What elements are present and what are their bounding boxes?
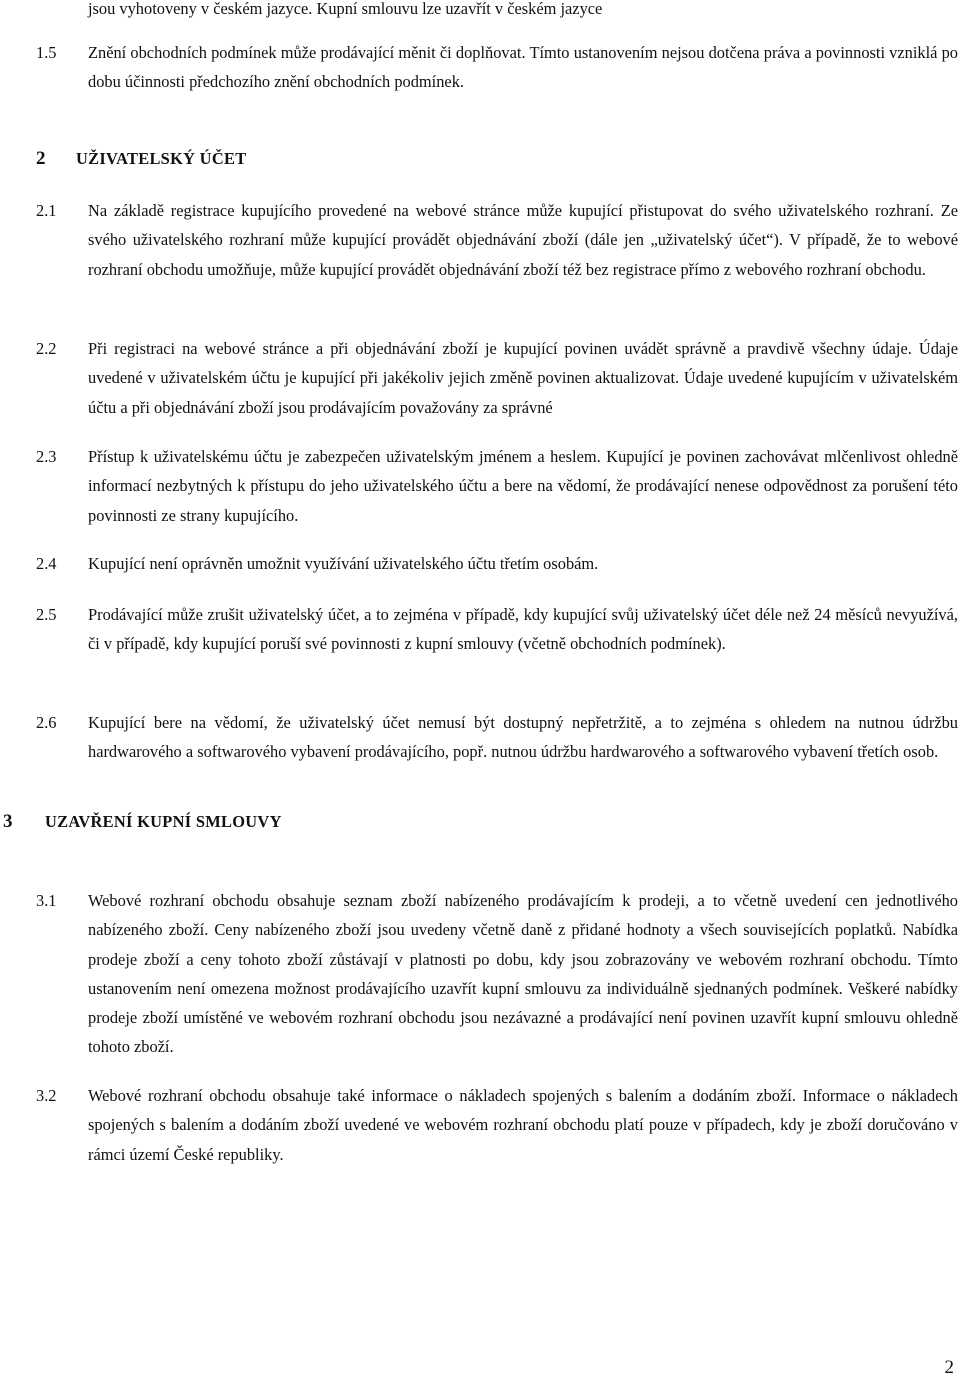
clause-text: Přístup k uživatelskému účtu je zabezpečen uživatelským jménem a heslem. Kupující je povinen zachovávat mlčenlivost ohledně informací nezbytných k přístupu do jeho uživatelského účtu a bere na vědomí, že prodávající nenese odpovědnost za porušení této povinnosti ze strany kupujícího.: [88, 447, 958, 525]
section-title: UŽIVATELSKÝ ÚČET: [76, 149, 247, 168]
clause-text: Na základě registrace kupujícího provedené na webové stránce může kupující přistupovat do svého uživatelského rozhraní. Ze svého uživatelského rozhraní může kupující provádět objednávání zboží (dále jen „uživatelský účet“). V případě, že to webové rozhraní obchodu umožňuje, může kupující provádět objednávání zboží též bez registrace přímo z webového rozhraní obchodu.: [88, 201, 958, 279]
clause-2-1: [36, 196, 958, 284]
clause-text: Při registraci na webové stránce a při objednávání zboží je kupující povinen uvádět správně a pravdivě všechny údaje. Údaje uvedené v uživatelském účtu je kupující při jakékoliv jejich změně povinen aktualizovat. Údaje uvedené kupujícím v uživatelském účtu a při objednávání zboží jsou prodávajícím považovány za správné: [88, 339, 958, 417]
clause-text: Webové rozhraní obchodu obsahuje seznam zboží nabízeného prodávajícím k prodeji, a to včetně uvedení cen jednotlivého nabízeného zboží. Ceny nabízeného zboží jsou uvedeny včetně daně z přidané hodnoty a všech souvisejících poplatků. Nabídka prodeje zboží a ceny tohoto zboží zůstávají v platnosti po dobu, kdy jsou zobrazovány ve webovém rozhraní obchodu. Tímto ustanovením není omezena možnost prodávajícího uzavřít kupní smlouvu za individuálně sjednaných podmínek. Veškeré nabídky prodeje zboží umístěné ve webovém rozhraní obchodu jsou nezávazné a prodávající není povinen uzavřít kupní smlouvu ohledně tohoto zboží.: [88, 891, 958, 1057]
continued-text: jsou vyhotoveny v českém jazyce. Kupní smlouvu lze uzavřít v českém jazyce: [88, 0, 603, 18]
clause-1-5: [36, 38, 958, 97]
clause-text: Kupující není oprávněn umožnit využívání uživatelského účtu třetím osobám.: [88, 554, 599, 573]
clause-number: 3.2: [36, 1086, 57, 1105]
section-3-heading: [3, 811, 282, 833]
clause-number: 2.4: [36, 554, 57, 573]
page-number: 2: [944, 1357, 954, 1378]
clause-2-4: [36, 549, 958, 578]
clause-2-2: [36, 334, 958, 422]
section-2-heading: [36, 148, 246, 170]
clause-2-3: [36, 442, 958, 530]
clause-number: 2.3: [36, 447, 57, 466]
clause-2-5: [36, 600, 958, 659]
clause-text: Kupující bere na vědomí, že uživatelský účet nemusí být dostupný nepřetržitě, a to zejména s ohledem na nutnou údržbu hardwarového a softwarového vybavení prodávajícího, popř. nutnou údržbu hardwarového a softwarového vybavení třetích osob.: [88, 713, 958, 762]
clause-number: 2.5: [36, 605, 57, 624]
section-number: 3: [3, 811, 13, 832]
section-number: 2: [36, 148, 46, 169]
clause-text: Prodávající může zrušit uživatelský účet, a to zejména v případě, kdy kupující svůj uživatelský účet déle než 24 měsíců nevyužívá, či v případě, kdy kupující poruší své povinnosti z kupní smlouvy (včetně obchodních podmínek).: [88, 605, 958, 654]
clause-number: 3.1: [36, 891, 57, 910]
clause-2-6: [36, 708, 958, 767]
clause-number: 2.1: [36, 201, 57, 220]
clause-text: Znění obchodních podmínek může prodávající měnit či doplňovat. Tímto ustanovením nejsou dotčena práva a povinnosti vzniklá po dobu účinnosti předchozího znění obchodních podmínek.: [88, 43, 958, 92]
clause-3-1: [36, 886, 958, 1062]
clause-number: 2.6: [36, 713, 57, 732]
clause-number: 2.2: [36, 339, 57, 358]
section-title: UZAVŘENÍ KUPNÍ SMLOUVY: [45, 812, 282, 831]
clause-number: 1.5: [36, 43, 57, 62]
clause-text: Webové rozhraní obchodu obsahuje také informace o nákladech spojených s balením a dodáním zboží. Informace o nákladech spojených s balením a dodáním zboží uvedené ve webovém rozhraní obchodu platí pouze v případech, kdy je zboží doručováno v rámci území České republiky.: [88, 1086, 958, 1164]
clause-3-2: [36, 1081, 958, 1169]
